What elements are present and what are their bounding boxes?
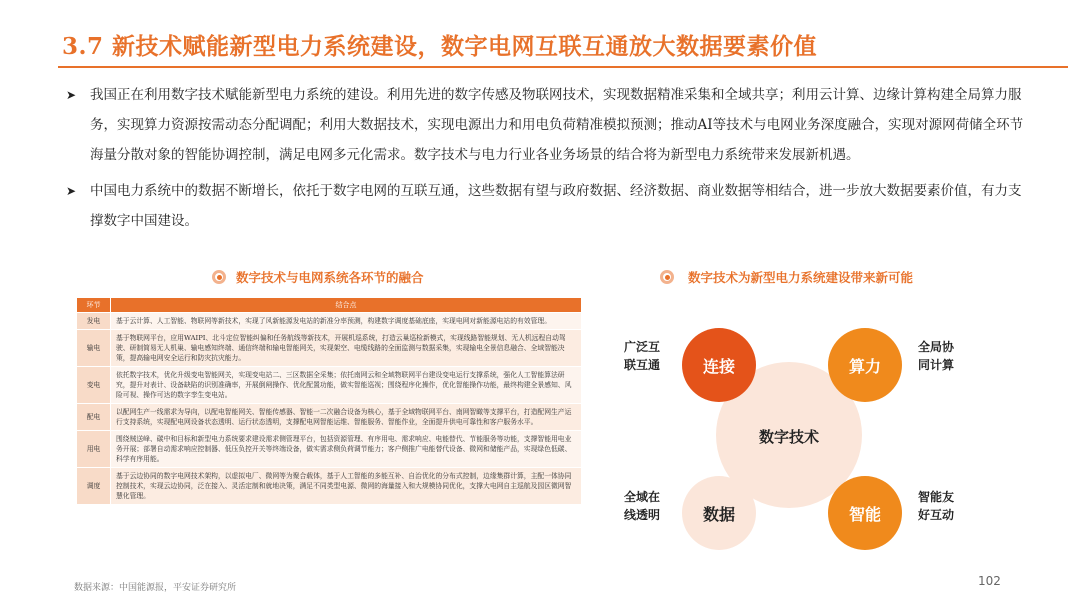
side-label-data: 全域在 线透明 bbox=[624, 490, 661, 522]
side-label-connect: 广泛互 联互通 bbox=[624, 340, 661, 372]
side-label-intelligence: 智能友 好互动 bbox=[918, 490, 955, 522]
table-cell-point: 基于云计算、人工智能、物联网等新技术，实现了风新能源发电站的新准分率预测，构建数字调度基础底座，实现电网对新能源电站的有效管理。 bbox=[111, 313, 582, 330]
bullet-text-1: 我国正在利用数字技术赋能新型电力系统的建设。利用先进的数字传感及物联网技术，实现数据精准采集和全域共享；利用云计算、边缘计算构建全局算力服务，实现算力资源按需动态分配调配；利用大数据技术，实现电源出力和用电负荷精准模拟预测；推动AI等技术与电网业务深度融合，实现对源网荷储全环节海量分散对象的智能协调控制，满足电网多元化需求。数字技术与电力行业各业务场景的结合将为新型电力系统带来发展新机遇。 bbox=[90, 87, 1024, 163]
table-cell-segment: 配电 bbox=[77, 404, 111, 431]
source-note: 数据来源：中国能源报，平安证券研究所 bbox=[74, 583, 237, 593]
integration-table bbox=[76, 297, 582, 505]
arrow-bullet-icon: ➤ bbox=[66, 88, 77, 102]
table-row bbox=[77, 431, 582, 468]
table-header-point: 结合点 bbox=[111, 298, 582, 313]
node-connect: 连接 bbox=[682, 328, 756, 402]
table-header-segment: 环节 bbox=[77, 298, 111, 313]
arrow-bullet-icon: ➤ bbox=[66, 184, 77, 198]
table-cell-point: 基于云边协同的数字电网技术架构，以虚拟电厂、微网等为聚合载体，基于人工智能的多能互补、自治优化的分布式控制，边缘集群计算，主配一体协同控制技术，实现云边协同，泛在接入、灵活定制和就地决策，满足不同类型电源、微网的海量接入和大规模协同优化，支撑大电网自主巡航及园区微网智慧化管理。 bbox=[111, 468, 582, 505]
page-title: 3.7 新技术赋能新型电力系统建设，数字电网互联互通放大数据要素价值 bbox=[62, 33, 818, 60]
table-cell-segment: 调度 bbox=[77, 468, 111, 505]
right-section-title: 数字技术为新型电力系统建设带来新可能 bbox=[688, 270, 914, 285]
table-cell-point: 依托数字技术，优化升级变电智能网关，实现变电站二、三区数据全采集；依托南网云和全域物联网平台建设变电运行支撑系统，强化人工智能算法研究，提升对表计、设备缺陷的识别准确率，开展倒闸操作、优化配置功能，做实智能巡视；围绕程序化操作，优化智能操作功能，最终构建全景感知、风险可视、操作可达的数字孪生变电站。 bbox=[111, 367, 582, 404]
table-row bbox=[77, 313, 582, 330]
bullet-item-2 bbox=[66, 176, 1024, 236]
bullet-item-1 bbox=[66, 80, 1024, 170]
table-row bbox=[77, 468, 582, 505]
table-cell-segment: 输电 bbox=[77, 330, 111, 367]
node-compute: 算力 bbox=[828, 328, 902, 402]
table-cell-segment: 发电 bbox=[77, 313, 111, 330]
node-data: 数据 bbox=[682, 476, 756, 550]
side-label-compute: 全局协 同计算 bbox=[918, 340, 955, 372]
page-number: 102 bbox=[978, 574, 1001, 588]
table-row bbox=[77, 404, 582, 431]
table-row bbox=[77, 330, 582, 367]
bullet-list bbox=[66, 80, 1024, 242]
table-header-row bbox=[77, 298, 582, 313]
table-cell-segment: 变电 bbox=[77, 367, 111, 404]
bullet-text-2: 中国电力系统中的数据不断增长，依托于数字电网的互联互通，这些数据有望与政府数据、经济数据、商业数据等相结合，进一步放大数据要素价值，有力支撑数字中国建设。 bbox=[90, 183, 1022, 229]
title-divider bbox=[58, 66, 1068, 68]
target-icon bbox=[212, 270, 226, 284]
table-cell-segment: 用电 bbox=[77, 431, 111, 468]
left-section-title: 数字技术与电网系统各环节的融合 bbox=[236, 270, 424, 285]
node-intelligence: 智能 bbox=[828, 476, 902, 550]
table-cell-point: 围绕贼送峰、碳中和目标和新型电力系统要求建设需求侧管理平台，包括资源管理、有序用电、需求响应、电能替代、节能服务等功能，支撑智能用电业务开展；部署自动需求响应控制器、低压负控开关等终端设备，做实需求侧负荷调节能力；客户侧推广电能替代设备、微网和储能产品，实现绿色低碳、科学有序用能。 bbox=[111, 431, 582, 468]
table-cell-point: 基于物联网平台，应用WAIPI、北斗定位智能纠偏和任务航线等新技术，开展机巡系统，打造云巢巡检新模式，实现线路智能规划、无人机远程自动驾驶、研制简易无人机巢、输电感知终端、通信终端和输电智能网关，实现架空、电缆线路的全面监测与数据采集，实现输电全景信息融合、全域智能决策，提高输电网安全运行和防灾抗灾能力。 bbox=[111, 330, 582, 367]
center-label: 数字技术 bbox=[758, 428, 819, 446]
table-cell-point: 以配网生产一线需求为导向，以配电智能网关、智能传感器、智能一二次融合设备为核心，基于全域物联网平台、南网智瞰等支撑平台，打造配网生产运行支持系统，实现配电网设备状态透明、运行状态透明，支撑配电网智能运维、智能服务、智能作业，全面提升供电可靠性和客户服务水平。 bbox=[111, 404, 582, 431]
target-icon bbox=[660, 270, 674, 284]
table-row bbox=[77, 367, 582, 404]
